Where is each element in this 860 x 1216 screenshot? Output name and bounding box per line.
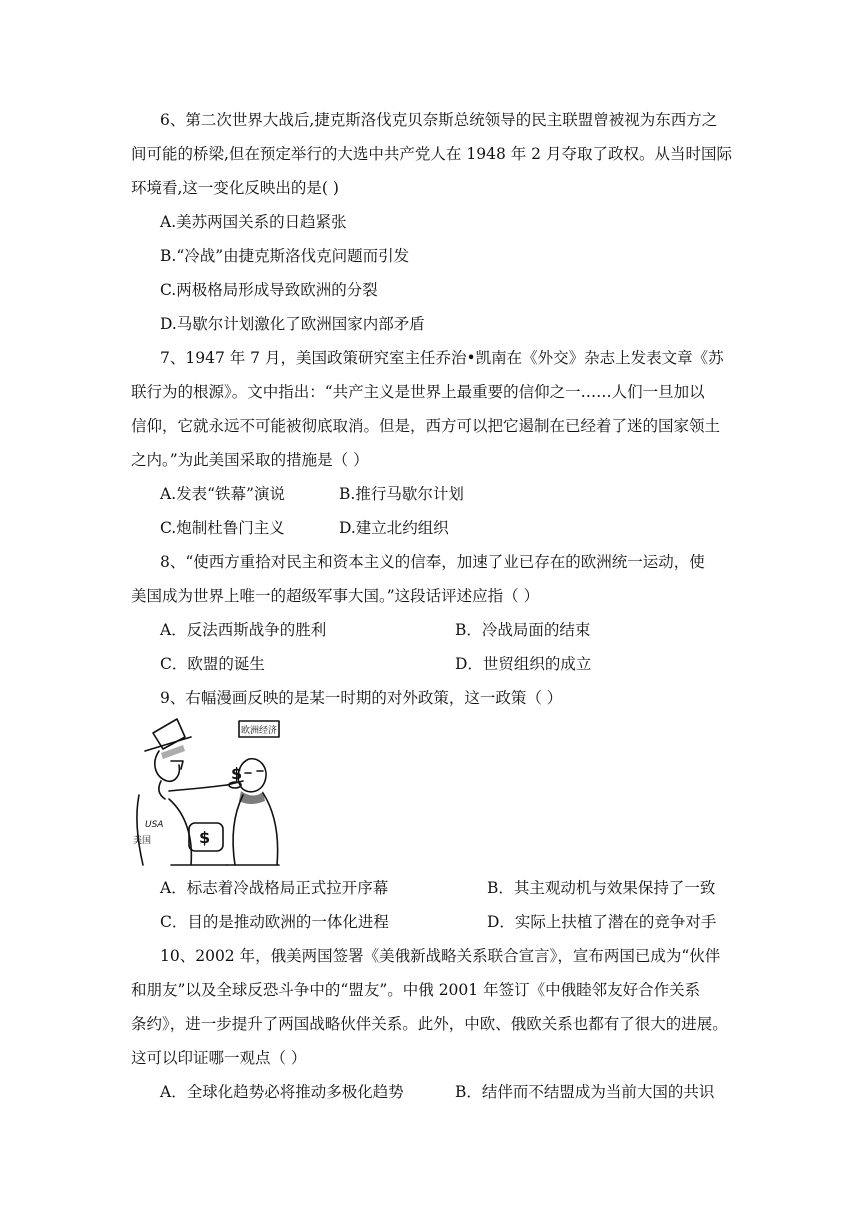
q8-option-b: B．冷战局面的结束 bbox=[455, 621, 591, 639]
q6-line-1: 6、第二次世界大战后,捷克斯洛伐克贝奈斯总统领导的民主联盟曾被视为东西方之 bbox=[160, 111, 718, 129]
usa-text: USA bbox=[145, 820, 164, 830]
usa-label-text: 美国 bbox=[133, 836, 152, 846]
q6-option-a: A.美苏两国关系的日趋紧张 bbox=[160, 213, 347, 231]
q9-option-a: A．标志着冷战格局正式拉开序幕 bbox=[160, 879, 389, 897]
dollar-sign-bag: $ bbox=[199, 828, 211, 847]
q6-line-2: 间可能的桥梁,但在预定举行的大选中共产党人在 1948 年 2 月夺取了政权。从当时国际 bbox=[131, 145, 732, 163]
q7-option-c: C.炮制杜鲁门主义 bbox=[160, 519, 285, 537]
beard-left bbox=[159, 781, 165, 799]
q7-option-d: D.建立北约组织 bbox=[339, 519, 449, 537]
q6-option-b: B.“冷战”由捷克斯洛伐克问题而引发 bbox=[160, 247, 410, 265]
q6-option-d: D.马歇尔计划激化了欧洲国家内部矛盾 bbox=[160, 315, 425, 333]
body-right-left bbox=[233, 795, 243, 865]
q6-option-c: C.两极格局形成导致欧洲的分裂 bbox=[160, 281, 378, 299]
q8-option-d: D．世贸组织的成立 bbox=[455, 655, 592, 673]
q10-option-b: B．结伴而不结盟成为当前大国的共识 bbox=[455, 1083, 715, 1101]
q9-line-1: 9、右幅漫画反映的是某一时期的对外政策，这一政策（ ） bbox=[160, 689, 563, 707]
dollar-sign-floating: $ bbox=[231, 764, 243, 783]
eyes-right bbox=[245, 771, 263, 773]
q9-option-d: D．实际上扶植了潜在的竞争对手 bbox=[487, 913, 717, 931]
q10-line-3: 条约》，进一步提升了两国战略伙伴关系。此外，中欧、俄欧关系也都有了很大的进展。 bbox=[131, 1015, 728, 1033]
cartoon-image bbox=[131, 715, 281, 868]
q7-line-2: 联行为的根源》。文中指出：“共产主义是世界上最重要的信仰之一……人们一旦加以 bbox=[131, 383, 705, 401]
q10-option-a: A．全球化趋势必将推动多极化趋势 bbox=[160, 1083, 404, 1101]
body-left-outline bbox=[137, 795, 143, 865]
sign-text: 欧洲经济 bbox=[240, 726, 278, 736]
q6-line-3: 环境看,这一变化反映出的是( ) bbox=[131, 179, 339, 197]
hat-shade bbox=[161, 745, 185, 759]
q7-line-4: 之内。”为此美国采取的措施是（ ） bbox=[131, 451, 369, 469]
face-right bbox=[238, 759, 266, 792]
q10-line-1: 10、2002 年，俄美两国签署《美俄新战略关系联合宣言》，宣布两国已成为“伙伴 bbox=[160, 947, 721, 965]
nose-left bbox=[171, 761, 183, 769]
q8-line-1: 8、“使西方重拾对民主和资本主义的信奉，加速了业已存在的欧洲统一运动，使 bbox=[160, 553, 705, 571]
q10-line-2: 和朋友”以及全球反恐斗争中的“盟友”。中俄 2001 年签订《中俄睦邻友好合作关系 bbox=[131, 981, 701, 999]
body-right-right bbox=[263, 793, 278, 865]
q8-line-2: 美国成为世界上唯一的超级军事大国。”这段话评述应指（ ） bbox=[131, 587, 540, 605]
arm-left bbox=[169, 785, 227, 791]
q7-option-b: B.推行马歇尔计划 bbox=[339, 485, 464, 503]
q9-option-b: B．其主观动机与效果保持了一致 bbox=[487, 879, 716, 897]
collar-shade bbox=[239, 791, 265, 804]
q7-line-3: 信仰，它就永远不可能被彻底取消。但是，西方可以把它遏制在已经着了迷的国家领土 bbox=[131, 417, 721, 435]
q7-line-1: 7、1947 年 7 月，美国政策研究室主任乔治•凯南在《外交》杂志上发表文章《苏 bbox=[160, 349, 724, 367]
body-left-right bbox=[169, 799, 191, 865]
q9-option-c: C．目的是推动欧洲的一体化进程 bbox=[160, 913, 389, 931]
q8-option-c: C．欧盟的诞生 bbox=[160, 655, 265, 673]
q8-option-a: A．反法西斯战争的胜利 bbox=[160, 621, 327, 639]
q10-line-4: 这可以印证哪一观点（ ） bbox=[131, 1049, 307, 1067]
q7-option-a: A.发表“铁幕”演说 bbox=[160, 485, 285, 503]
